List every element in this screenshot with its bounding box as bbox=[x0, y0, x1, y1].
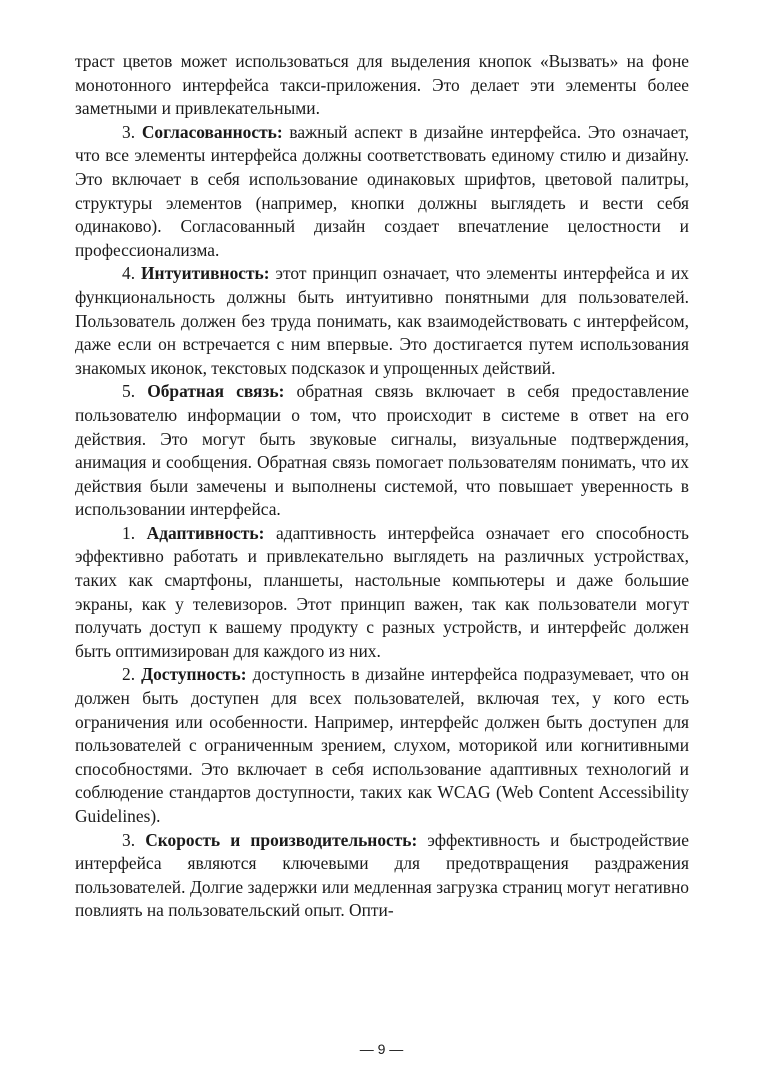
paragraph-number: 3. bbox=[122, 829, 136, 850]
paragraph-intro-continuation bbox=[75, 50, 689, 121]
paragraph-number: 1. bbox=[122, 522, 136, 543]
paragraph-number: 3. bbox=[122, 121, 136, 142]
page-body bbox=[75, 50, 689, 923]
paragraph-number: 2. bbox=[122, 664, 136, 685]
paragraph-text: адаптивность интерфейса означает его способность эффективно работать и привлекательно выглядеть на различных устройствах, таких как смартфоны, планшеты, настольные компьютеры и даже большие экраны, как у телевизоров. Этот принцип важен, так как пользователи могут получать доступ к вашему продукту с разных устройств, и интерфейс должен быть оптимизирован для каждого из них. bbox=[75, 522, 689, 661]
paragraph-number: 4. bbox=[122, 263, 136, 284]
paragraph-text: этот принцип означает, что элементы интерфейса и их функциональность должны быть интуитивно понятными для пользователей. Пользователь должен без труда понимать, как взаимодействовать с интерфейсом, даже если он встречается с ним впервые. Это достигается путем использования знакомых иконок, текстовых подсказок и упрощенных действий. bbox=[75, 263, 690, 378]
paragraph-term: Интуитивность: bbox=[141, 263, 270, 284]
paragraph-feedback bbox=[75, 380, 689, 522]
paragraph-consistency bbox=[75, 121, 689, 263]
paragraph-text: доступность в дизайне интерфейса подразумевает, что он должен быть доступен для всех пользователей, включая тех, у кого есть ограничения или особенности. Например, интерфейс должен быть доступен для пользователей с ограниченным зрением, слухом, моторикой или когнитивными способностями. Это включает в себя использование адаптивных технологий и соблюдение стандартов доступности, таких как WCAG (Web Content Accessibility Guidelines). bbox=[75, 664, 689, 826]
paragraph-term: Обратная связь: bbox=[147, 381, 285, 402]
paragraph-accessibility bbox=[75, 663, 689, 828]
paragraph-term: Адаптивность: bbox=[146, 522, 265, 543]
paragraph-text: траст цветов может использоваться для выделения кнопок «Вызвать» на фоне монотонного интерфейса такси-приложения. Это делает эти элементы более заметными и привлекательными. bbox=[75, 51, 689, 119]
paragraph-term: Доступность: bbox=[141, 664, 247, 685]
paragraph-intuitiveness bbox=[75, 262, 689, 380]
paragraph-term: Скорость и производительность: bbox=[145, 829, 418, 850]
paragraph-speed-performance bbox=[75, 829, 689, 923]
paragraph-number: 5. bbox=[122, 381, 136, 402]
page-number: — 9 — bbox=[359, 1041, 404, 1057]
paragraph-text: эффективность и быстродействие интерфейса являются ключевыми для предотвращения раздражения пользователей. Долгие задержки или медленная загрузка страниц могут негативно повлиять на пользовательский опыт. Опти- bbox=[75, 829, 689, 921]
paragraph-text: важный аспект в дизайне интерфейса. Это означает, что все элементы интерфейса должны соответствовать единому стилю и дизайну. Это включает в себя использование одинаковых шрифтов, цветовой палитры, структуры элементов (например, кнопки должны выглядеть и вести себя одинаково). Согласованный дизайн создает впечатление целостности и профессионализма. bbox=[75, 121, 689, 260]
paragraph-adaptivity bbox=[75, 522, 689, 664]
paragraph-term: Согласованность: bbox=[141, 121, 283, 142]
paragraph-text: обратная связь включает в себя предоставление пользователю информации о том, что происходит в системе в ответ на его действия. Это могут быть звуковые сигналы, визуальные подтверждения, анимация и сообщения. Обратная связь помогает пользователям понимать, что их действия были замечены и выполнены системой, что повышает уверенность в использовании интерфейса. bbox=[75, 381, 689, 520]
